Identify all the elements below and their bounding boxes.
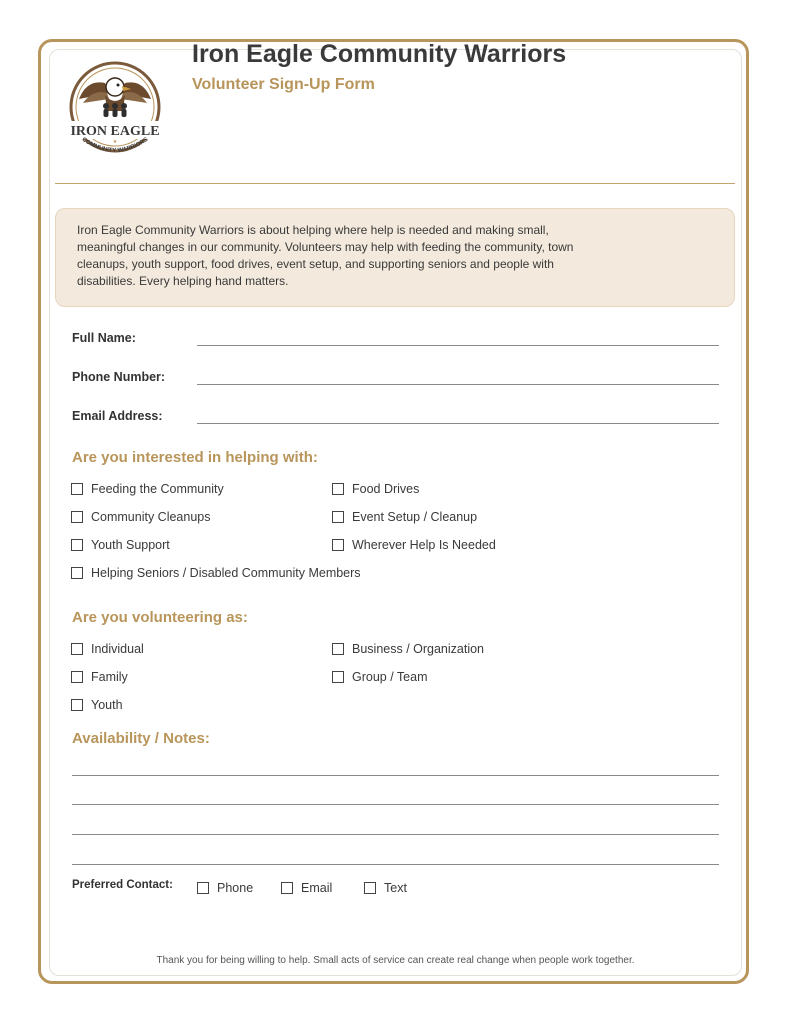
availability-heading: Availability / Notes: — [72, 730, 210, 747]
interest-option-seniors[interactable] — [71, 566, 361, 580]
interest-option-food-drives[interactable] — [332, 482, 419, 496]
notes-line-3[interactable] — [72, 834, 719, 835]
option-label: Wherever Help Is Needed — [352, 538, 496, 552]
option-label: Food Drives — [352, 482, 420, 496]
page-title: Iron Eagle Community Warriors — [192, 40, 567, 68]
option-label: Youth Support — [91, 538, 170, 552]
option-label: Email — [301, 881, 333, 895]
interest-option-event-setup[interactable] — [332, 510, 477, 524]
checkbox[interactable] — [281, 882, 293, 894]
email-address-field[interactable] — [197, 423, 719, 424]
contact-option-email[interactable] — [281, 881, 332, 895]
option-label: Youth — [91, 698, 123, 712]
checkbox[interactable] — [332, 511, 344, 523]
logo-main-text: IRON EAGLE — [70, 124, 160, 139]
volunteer-option-business[interactable] — [332, 642, 484, 656]
interest-option-cleanups[interactable] — [71, 510, 211, 524]
volunteer-option-individual[interactable] — [71, 642, 144, 656]
email-address-label: Email Address: — [72, 409, 163, 423]
volunteer-option-youth[interactable] — [71, 698, 123, 712]
notes-line-1[interactable] — [72, 775, 719, 776]
option-label: Business / Organization — [352, 642, 485, 656]
checkbox[interactable] — [71, 671, 83, 683]
iron-eagle-logo — [65, 59, 165, 169]
checkbox[interactable] — [71, 567, 83, 579]
header-divider — [55, 183, 735, 184]
footer-note: Thank you for being willing to help. Small acts of service can create real change when people work together. — [156, 955, 635, 966]
full-name-label: Full Name: — [72, 331, 136, 345]
checkbox[interactable] — [332, 671, 344, 683]
checkbox[interactable] — [71, 511, 83, 523]
checkbox[interactable] — [197, 882, 209, 894]
svg-text:★: ★ — [112, 139, 118, 145]
option-label: Text — [384, 881, 407, 895]
contact-option-text[interactable] — [364, 881, 407, 895]
option-label: Group / Team — [352, 670, 428, 684]
checkbox[interactable] — [71, 699, 83, 711]
phone-number-label: Phone Number: — [72, 370, 166, 384]
page-subtitle: Volunteer Sign-Up Form — [192, 76, 375, 93]
interest-option-wherever-needed[interactable] — [332, 538, 496, 552]
option-label: Phone — [217, 881, 254, 895]
option-label: Community Cleanups — [91, 510, 211, 524]
intro-box — [55, 208, 735, 307]
option-label: Family — [91, 670, 128, 684]
volunteer-option-family[interactable] — [71, 670, 128, 684]
volunteer-option-group[interactable] — [332, 670, 428, 684]
checkbox[interactable] — [332, 483, 344, 495]
phone-number-field[interactable] — [197, 384, 719, 385]
checkbox[interactable] — [332, 643, 344, 655]
option-label: Event Setup / Cleanup — [352, 510, 478, 524]
interest-option-feeding[interactable] — [71, 482, 224, 496]
logo-ring-text: COMMUNITY WARRIORS — [80, 136, 150, 155]
preferred-contact-label: Preferred Contact: — [72, 879, 173, 891]
checkbox[interactable] — [71, 643, 83, 655]
checkbox[interactable] — [364, 882, 376, 894]
full-name-field[interactable] — [197, 345, 719, 346]
checkbox[interactable] — [71, 539, 83, 551]
checkbox[interactable] — [71, 483, 83, 495]
interest-option-youth-support[interactable] — [71, 538, 170, 552]
option-label: Helping Seniors / Disabled Community Members — [91, 566, 361, 580]
intro-text: Iron Eagle Community Warriors is about helping where help is needed and making small, meaningful changes in our community. Volunteers may help with feeding the community, town cleanups, youth support, food drives, event setup, and supporting seniors and people with disabilities. Every helping hand matters. — [77, 223, 574, 288]
option-label: Feeding the Community — [91, 482, 224, 496]
notes-line-2[interactable] — [72, 804, 719, 805]
checkbox[interactable] — [332, 539, 344, 551]
option-label: Individual — [91, 642, 144, 656]
notes-line-4[interactable] — [72, 864, 719, 865]
contact-option-phone[interactable] — [197, 881, 253, 895]
interests-heading: Are you interested in helping with: — [72, 449, 318, 466]
volunteer-type-heading: Are you volunteering as: — [72, 609, 248, 626]
